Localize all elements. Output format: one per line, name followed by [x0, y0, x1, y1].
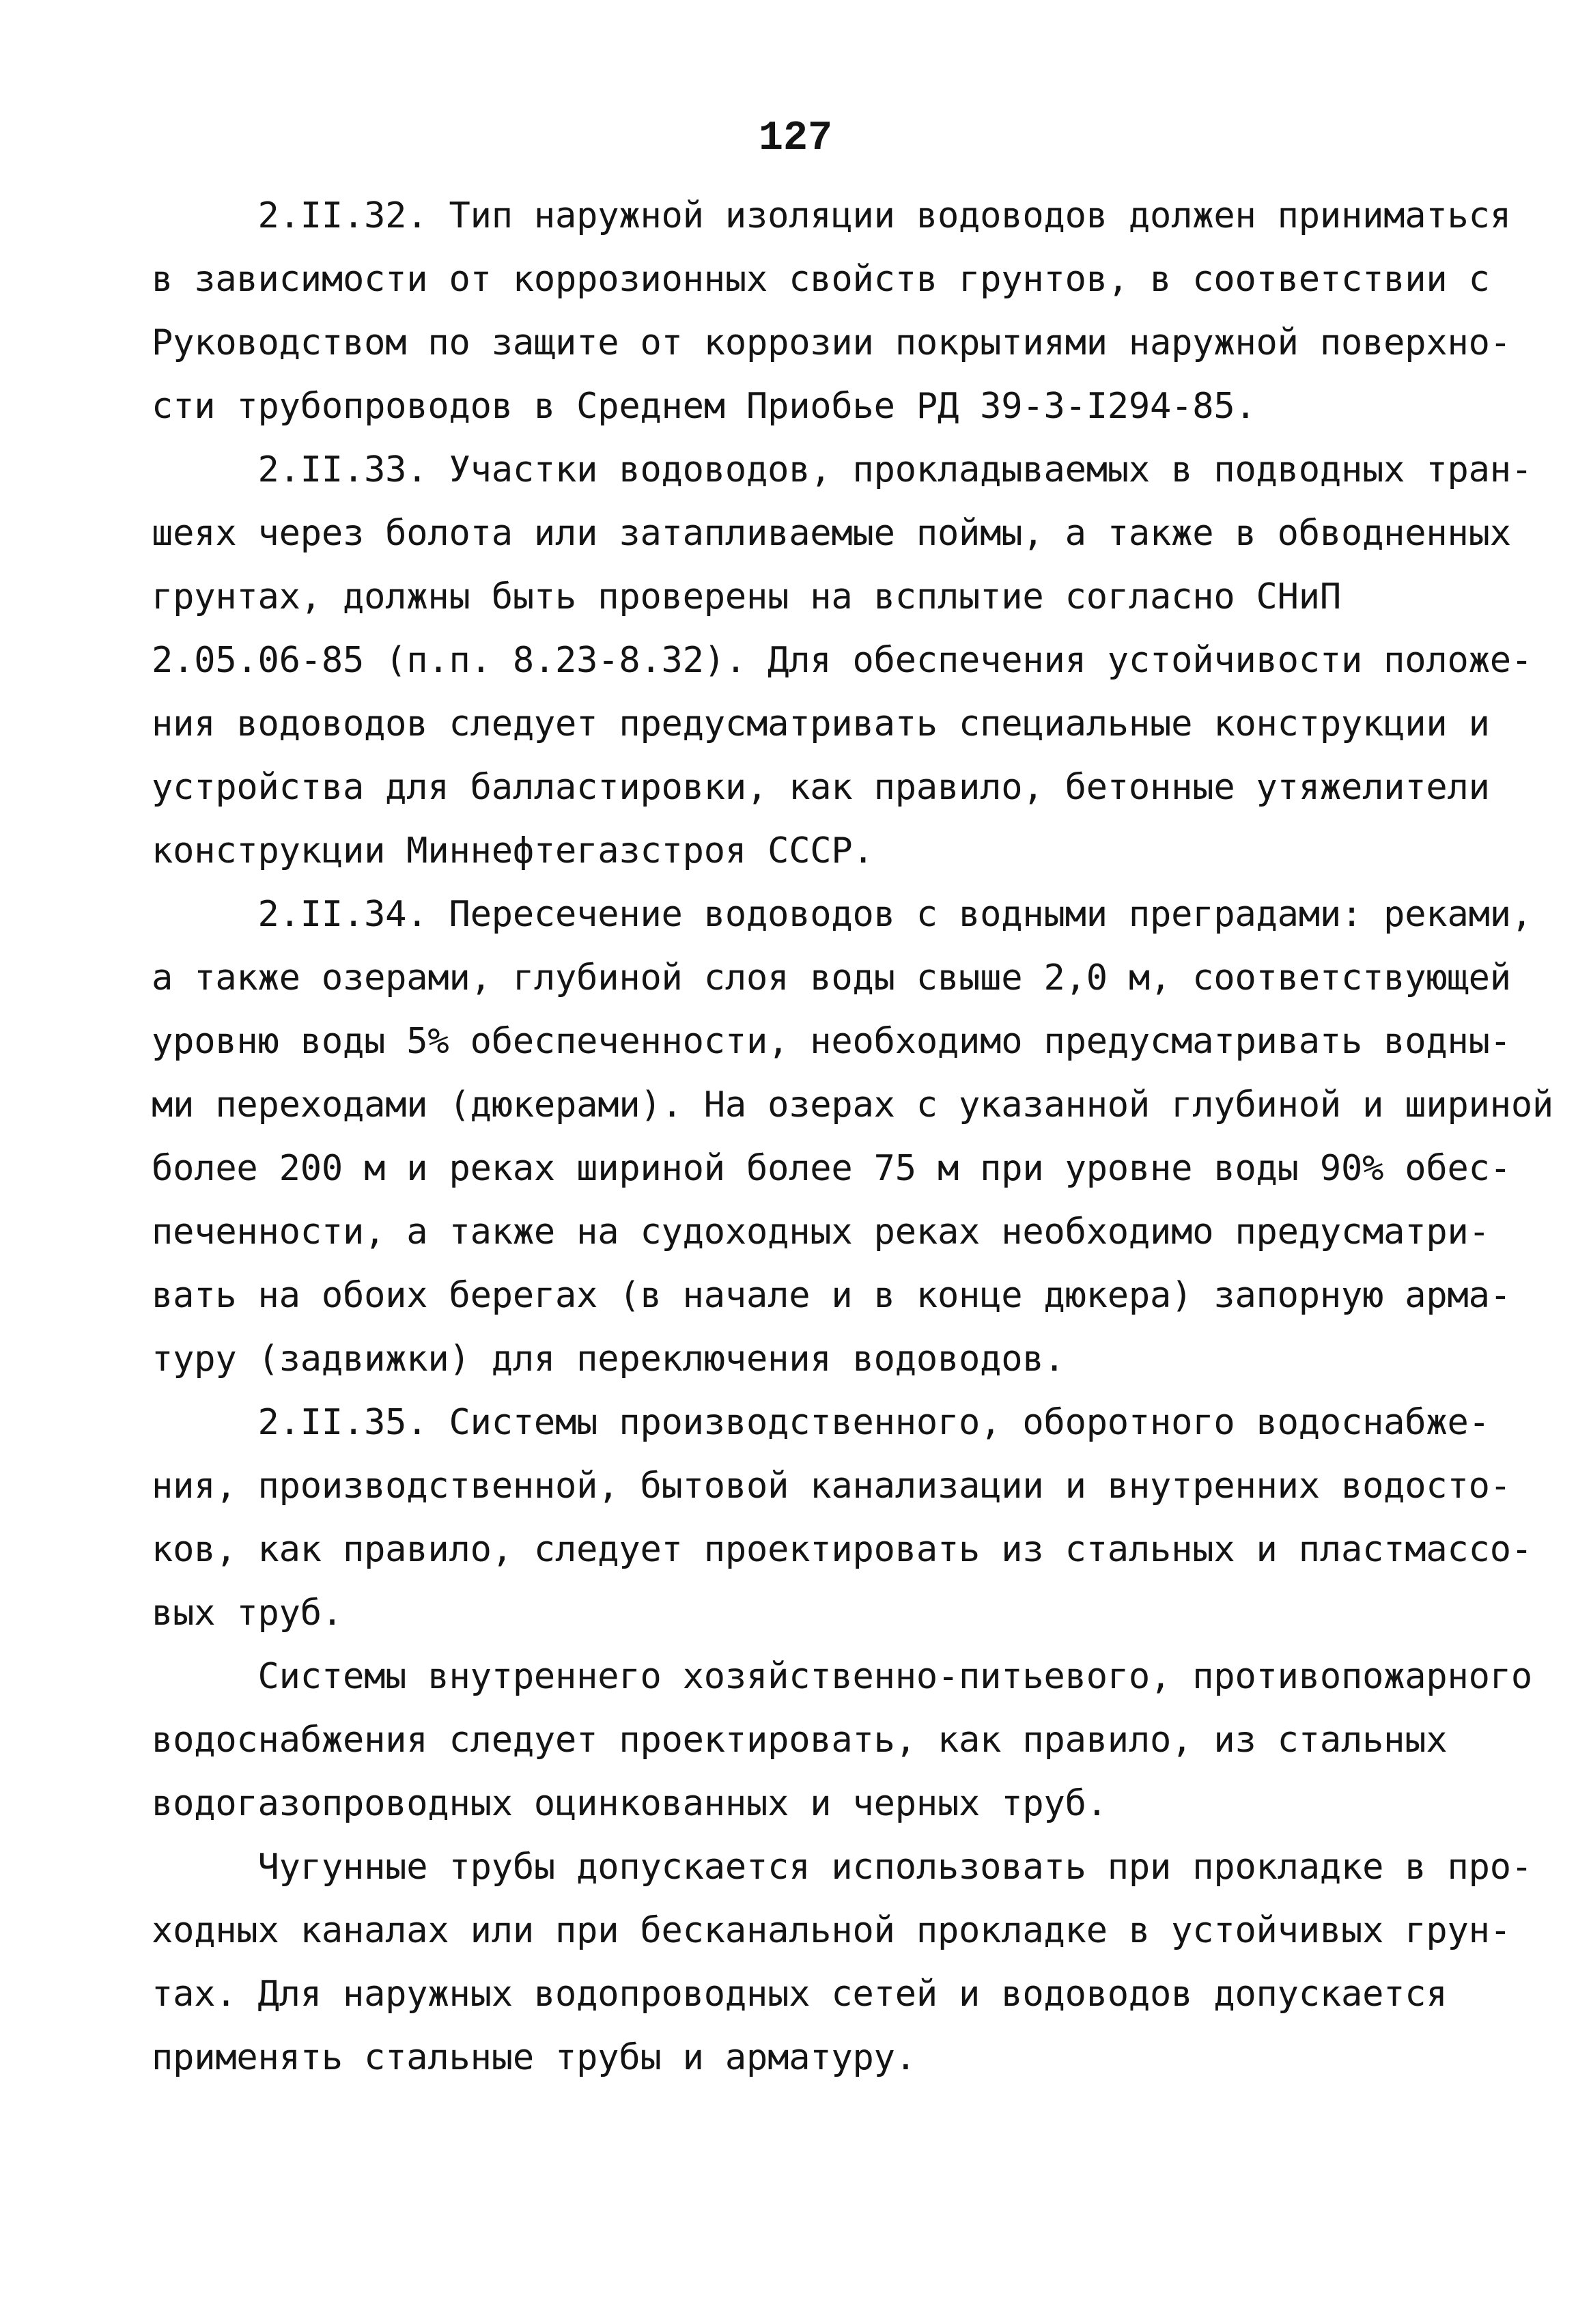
text-line: ния, производственной, бытовой канализации и внутренних водосто- [152, 1466, 1511, 1507]
text-line: уровню воды 5% обеспеченности, необходимо предусматривать водны- [152, 1021, 1511, 1062]
text-line: Системы внутреннего хозяйственно-питьевого, противопожарного [152, 1656, 1532, 1697]
body-text [152, 184, 1554, 2090]
text-line: туру (задвижки) для переключения водоводов. [152, 1339, 1065, 1380]
text-line: 2.II.34. Пересечение водоводов с водными преградами: реками, [152, 894, 1532, 935]
page-number: 127 [758, 115, 833, 162]
text-line: а также озерами, глубиной слоя воды свыше 2,0 м, соответствующей [152, 957, 1511, 998]
text-line: ния водоводов следует предусматривать специальные конструкции и [152, 703, 1490, 744]
text-line: более 200 м и реках шириной более 75 м при уровне воды 90% обес- [152, 1148, 1511, 1189]
text-line: сти трубопроводов в Среднем Приобье РД 39-3-I294-85. [152, 386, 1256, 427]
text-line: конструкции Миннефтегазстроя СССР. [152, 830, 874, 871]
text-line: шеях через болота или затапливаемые поймы, а также в обводненных [152, 513, 1511, 554]
text-line: Чугунные трубы допускается использовать при прокладке в про- [152, 1847, 1532, 1888]
text-line: грунтах, должны быть проверены на всплытие согласно СНиП [152, 576, 1341, 617]
text-line: водоснабжения следует проектировать, как правило, из стальных [152, 1720, 1448, 1761]
paragraph-2-11-35 [152, 1391, 1532, 1645]
text-line: вых труб. [152, 1593, 343, 1634]
text-line: 2.II.32. Тип наружной изоляции водоводов должен приниматься [152, 195, 1511, 236]
text-line: 2.05.06-85 (п.п. 8.23-8.32). Для обеспечения устойчивости положе- [152, 640, 1532, 681]
text-line: ходных каналах или при бесканальной прокладке в устойчивых грун- [152, 1910, 1511, 1951]
text-line: ков, как правило, следует проектировать из стальных и пластмассо- [152, 1529, 1532, 1570]
text-line: 2.II.35. Системы производственного, оборотного водоснабже- [152, 1402, 1490, 1443]
paragraph-2-11-32 [152, 184, 1511, 438]
text-line: применять стальные трубы и арматуру. [152, 2037, 916, 2078]
text-line: 2.II.33. Участки водоводов, прокладываемых в подводных тран- [152, 449, 1532, 490]
text-line: вать на обоих берегах (в начале и в конце дюкера) запорную арма- [152, 1275, 1511, 1316]
text-line: устройства для балластировки, как правило, бетонные утяжелители [152, 767, 1490, 808]
text-line: печенности, а также на судоходных реках необходимо предусматри- [152, 1212, 1490, 1252]
paragraph-cast-iron-pipes [152, 1836, 1532, 2090]
text-line: водогазопроводных оцинкованных и черных труб. [152, 1783, 1108, 1824]
text-line: тах. Для наружных водопроводных сетей и водоводов допускается [152, 1974, 1448, 2015]
paragraph-2-11-33 [152, 438, 1532, 883]
paragraph-internal-water-supply [152, 1645, 1532, 1836]
text-line: в зависимости от коррозионных свойств грунтов, в соответствии с [152, 259, 1490, 300]
text-line: Руководством по защите от коррозии покрытиями наружной поверхно- [152, 322, 1511, 363]
text-line: ми переходами (дюкерами). На озерах с указанной глубиной и шириной [152, 1084, 1554, 1125]
paragraph-2-11-34 [152, 883, 1554, 1391]
